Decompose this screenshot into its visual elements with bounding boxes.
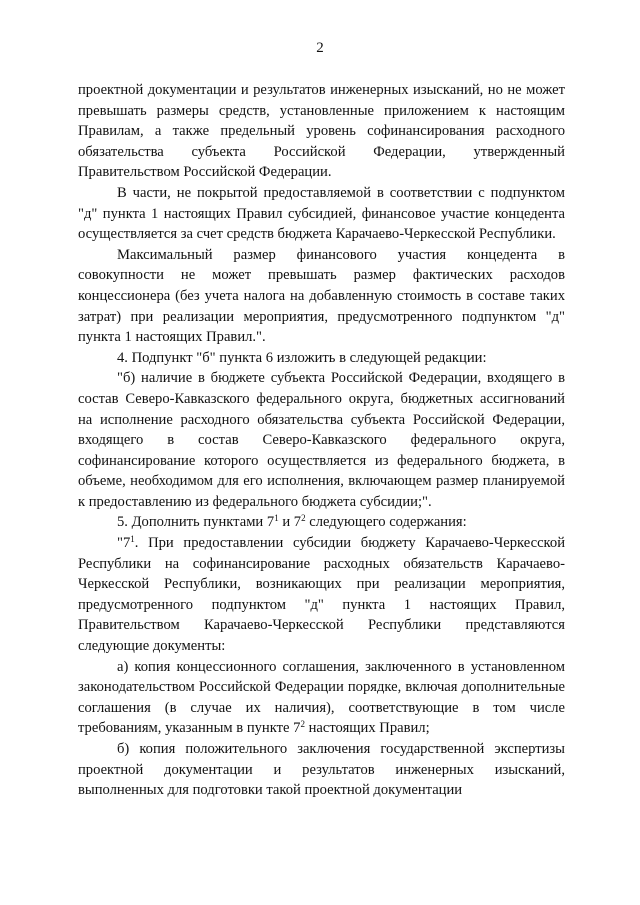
item-7-1-superscript: 1 bbox=[130, 534, 135, 545]
subitem-a-superscript: 2 bbox=[300, 719, 305, 730]
paragraph-subitem-a bbox=[78, 657, 565, 739]
subitem-a-text-a: а) копия концессионного соглашения, заключенного в установленном законодательством Российской Федерации порядке, включая дополнительные соглашения (в случае их наличия), соответствующие в том числе требованиям, указанным в пункте 7 bbox=[78, 658, 565, 737]
document-body bbox=[78, 80, 565, 801]
paragraph-concedent-participation: В части, не покрытой предоставляемой в соответствии с подпунктом "д" пункта 1 настоящих Правил субсидией, финансовое участие концедента осуществляется за счет средств бюджета Карачаево-Черкесской Республики. bbox=[78, 184, 565, 243]
subitem-a-text-b: настоящих Правил; bbox=[304, 720, 430, 737]
item-5-text-c: следующего содержания: bbox=[305, 514, 467, 531]
item-5-superscript-1: 1 bbox=[274, 513, 279, 524]
paragraph-continuation: проектной документации и результатов инженерных изысканий, но не может превышать размеры средств, установленные приложением к настоящим Правилам, а также предельный уровень софинансирования расходного обязательства субъекта Российской Федерации, утвержденный Правительством Российской Федерации. bbox=[78, 82, 565, 181]
paragraph-subitem-b: "б) наличие в бюджете субъекта Российской Федерации, входящего в состав Северо-Кавказского федерального округа, бюджетных ассигнований на исполнение расходного обязательства субъекта Российской Федерации, входящего в состав Северо-Кавказского федерального округа, софинансирование которого осуществляется из федерального бюджета, в объеме, необходимом для его исполнения, включающем размер планируемой к предоставлению из федерального бюджета субсидии;". bbox=[78, 370, 565, 510]
item-5-superscript-2: 2 bbox=[301, 513, 306, 524]
page-number: 2 bbox=[316, 40, 324, 56]
paragraph-item-5 bbox=[78, 512, 565, 533]
paragraph-item-7-1 bbox=[78, 533, 565, 657]
item-5-text-a: 5. Дополнить пунктами 7 bbox=[117, 514, 275, 531]
item-5-text-b: и 7 bbox=[278, 514, 302, 531]
item-7-1-text-a: "7 bbox=[117, 535, 131, 552]
paragraph-item-4: 4. Подпункт "б" пункта 6 изложить в следующей редакции: bbox=[117, 349, 487, 366]
paragraph-maximum-participation: Максимальный размер финансового участия концедента в совокупности не может превышать размер фактических расходов концессионера (без учета налога на добавленную стоимость в составе таких затрат) при реализации мероприятия, предусмотренного подпунктом "д" пункта 1 настоящих Правил.". bbox=[78, 246, 565, 346]
paragraph-subitem-b-copy: б) копия положительного заключения государственной экспертизы проектной документации и результатов инженерных изысканий, выполненных для подготовки такой проектной документации bbox=[78, 741, 565, 799]
item-7-1-text-b: . При предоставлении субсидии бюджету Карачаево-Черкесской Республики на софинансирование расходных обязательств Карачаево-Черкесской Республики, возникающих при реализации мероприятия, предусмотренного подпунктом "д" пункта 1 настоящих Правил, Правительством Карачаево-Черкесской Республики представляются следующие документы: bbox=[78, 535, 565, 655]
